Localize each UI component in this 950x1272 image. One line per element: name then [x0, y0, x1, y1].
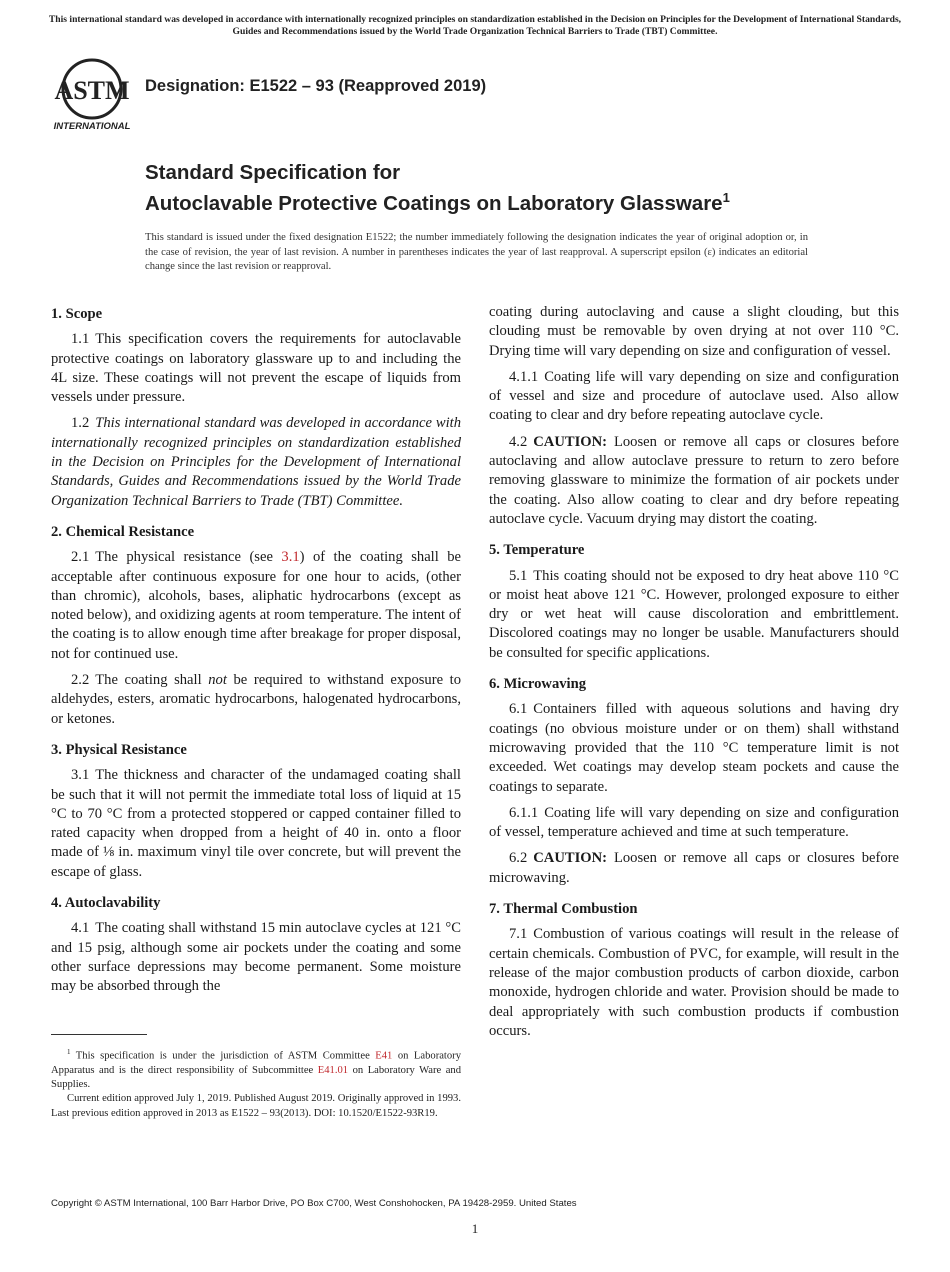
- para-text: The coating shall withstand 15 min autoclave cycles at 121 °C and 15 psig, although some air pockets under the coating and some other surface depressions may become permanent. Some moisture may be absorbed through the: [51, 920, 461, 995]
- para-text: This international standard was developed in accordance with internationally recognized principles on standardization established in the Decision on Principles for the Development of International Standards, Guides and Recommendations issued by the World Trade Organization Technical Barriers to Trade (TBT) Committee.: [51, 415, 461, 509]
- para-text: Coating life will vary depending on size and configuration of vessel and size and procedure of autoclave used. Also allow coating to clear and dry before repeating autoclave cycle.: [489, 368, 899, 424]
- paragraph-4-1-part-2: coating during autoclaving and cause a slight clouding, but this clouding must be removable by oven drying at not over 110 °C. Drying time will vary depending on size and configuration of vessel.: [489, 304, 899, 359]
- committee-link-e41[interactable]: E41: [375, 1050, 393, 1062]
- para-text: Containers filled with aqueous solutions and having dry coatings (no obvious moisture under or on them) shall withstand microwaving provided that the 110 °C temperature limit is not exceeded. Wet coatings may develop steam pockets and cause the coatings to separate.: [489, 701, 899, 795]
- para-number: 6.1: [509, 701, 528, 718]
- paragraph-7-1: [489, 925, 899, 1041]
- para-text: The physical resistance (see: [95, 549, 282, 566]
- footnote-edition: Current edition approved July 1, 2019. Published August 2019. Originally approved in 1993. Last previous edition approved in 2013 as E1522 – 93(2013). DOI: 10.1520/E1522-93R19.: [51, 1093, 461, 1119]
- para-text: Loosen or remove all caps or closures before microwaving.: [489, 850, 899, 886]
- footnote-1: [51, 1045, 461, 1092]
- footnote-mark: 1: [67, 1048, 71, 1056]
- footnote-divider: [51, 1034, 147, 1035]
- section-heading-autoclavability: 4. Autoclavability: [51, 895, 161, 912]
- para-text: This specification covers the requirements for autoclavable protective coatings on laboratory glassware up to and including the 4L size. These coatings will not prevent the escape of liquids from vessels under pressure.: [51, 331, 461, 406]
- para-number: 6.2: [509, 850, 528, 867]
- paragraph-6-1: [489, 700, 899, 796]
- para-number: 3.1: [71, 767, 90, 784]
- title-footnote-mark: 1: [722, 190, 730, 205]
- paragraph-6-2: [489, 849, 899, 888]
- para-number: 4.1: [71, 920, 90, 937]
- section-heading-scope: 1. Scope: [51, 306, 103, 322]
- section-heading-temperature: 5. Temperature: [489, 542, 585, 559]
- logo-letters: ASTM: [54, 76, 130, 105]
- paragraph-4-1-part-1: [51, 919, 461, 996]
- para-number: 2.1: [71, 549, 90, 566]
- footnote-text: on Laboratory Ware and Supplies.: [51, 1064, 461, 1091]
- paragraph-2-1: [51, 548, 461, 664]
- section-heading-microwaving: 6. Microwaving: [489, 676, 587, 693]
- para-text: be required to withstand exposure to aldehydes, esters, aromatic hydrocarbons, halogenated hydrocarbons, or ketones.: [51, 672, 462, 727]
- logo-word: INTERNATIONAL: [53, 121, 131, 132]
- para-text: Combustion of various coatings will result in the release of certain chemicals. Combustion of PVC, for example, will result in the release of the major combustion products of carbon dioxide, carbon monoxide, hydrogen chloride and water. Provision should be made to deal appropriately with such combustion products if combustion occurs.: [489, 926, 899, 1039]
- para-number: 5.1: [509, 567, 528, 584]
- paragraph-1-2: [51, 414, 461, 510]
- para-text: ) of the coating shall be acceptable after continuous exposure for one hour to acids, (other than chromic), alcohols, bases, aliphatic hydrocarbons (except as noted below), and oxidizing agents at room temperature. The intent of the coating is to allow enough time after breakage for proper disposal, not for continued use.: [51, 549, 461, 662]
- paragraph-5-1: [489, 567, 899, 663]
- para-text: Loosen or remove all caps or closures before autoclaving and allow autoclave pressure to return to zero before removing glassware to minimize the formation of air pockets under the coating. Also allow coating to clear and dry before repeating autoclave cycle. Vacuum drying may distort the coating.: [489, 433, 899, 527]
- subcommittee-link-e41-01[interactable]: E41.01: [317, 1064, 349, 1076]
- right-column: [489, 303, 899, 1048]
- paragraph-1-1: [51, 330, 461, 407]
- para-emphasis: not: [208, 672, 227, 689]
- para-number: 4.1.1: [509, 368, 539, 385]
- footnotes: [51, 1045, 461, 1121]
- paragraph-3-1: [51, 766, 461, 882]
- para-text: The thickness and character of the undamaged coating shall be such that it will not permit the immediate total loss of liquid at 15 °C to 70 °C from a protected stoppered or capped container filled to rated capacity when dropped from a height of 40 in. onto a floor made of ⅛ in. maximum vinyl tile over concrete, but will prevent the escape of glass.: [51, 767, 461, 880]
- astm-logo: [52, 56, 136, 132]
- caution-label: CAUTION:: [533, 850, 608, 867]
- caution-label: CAUTION:: [533, 433, 608, 450]
- paragraph-6-1-1: [489, 804, 899, 843]
- para-number: 6.1.1: [509, 804, 539, 821]
- paragraph-2-2: [51, 671, 461, 729]
- para-text: This coating should not be exposed to dry heat above 110 °C or moist heat above 121 °C. However, prolonged exposure to either dry or wet heat will cause discoloration and embrittlement. Discolored coatings may no longer be usable. Manufacturers should be consulted for specific applications.: [489, 567, 899, 661]
- designation: Designation: E1522 – 93 (Reapproved 2019): [145, 77, 487, 95]
- copyright: Copyright © ASTM International, 100 Barr Harbor Drive, PO Box C700, West Conshohocken, PA 19428-2959. United States: [51, 1198, 577, 1209]
- left-column: [51, 302, 461, 1004]
- para-number: 4.2: [509, 433, 528, 450]
- section-heading-physical-resistance: 3. Physical Resistance: [51, 741, 187, 758]
- section-link-3-1[interactable]: 3.1: [281, 549, 300, 566]
- para-number: 2.2: [71, 672, 90, 689]
- para-number: 1.1: [71, 331, 90, 348]
- para-text: The coating shall: [95, 672, 209, 689]
- title-line-2: Autoclavable Protective Coatings on Laboratory Glassware: [145, 191, 723, 215]
- para-text: Coating life will vary depending on size and configuration of vessel, temperature achieved and time at such temperature.: [489, 804, 899, 841]
- section-heading-thermal-combustion: 7. Thermal Combustion: [489, 901, 638, 918]
- para-number: 7.1: [509, 926, 528, 943]
- footnote-text: on Laboratory Apparatus and is the direct responsibility of Subcommittee: [51, 1050, 461, 1076]
- para-number: 1.2: [71, 415, 90, 432]
- paragraph-4-2: [489, 433, 899, 529]
- section-heading-chemical-resistance: 2. Chemical Resistance: [51, 523, 195, 540]
- title-line-1: Standard Specification for: [145, 161, 401, 184]
- footnote-text: This specification is under the jurisdiction of ASTM Committee: [75, 1050, 376, 1062]
- top-notice: This international standard was developed in accordance with internationally recognized principles on standardization established in the Decision on Principles for the Development of International Standards, Guides and Recommendations issued by the World Trade Organization Technical Barriers to Trade (TBT) Committee.: [48, 14, 902, 37]
- paragraph-4-1-1: [489, 368, 899, 426]
- document-title: [145, 160, 865, 216]
- issue-note: This standard is issued under the fixed designation E1522; the number immediately following the designation indicates the year of original adoption or, in the case of revision, the year of last revision. A number in parentheses indicates the year of last reapproval. A superscript epsilon (ε) indicates an editorial change since the last revision or reapproval.: [145, 232, 808, 273]
- page-number: 1: [471, 1221, 479, 1236]
